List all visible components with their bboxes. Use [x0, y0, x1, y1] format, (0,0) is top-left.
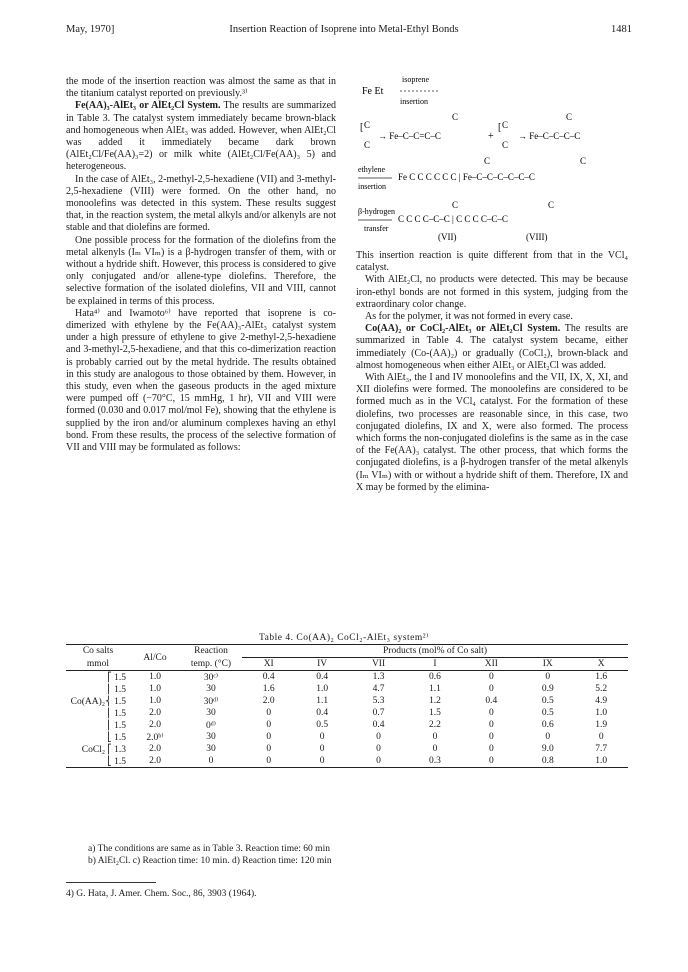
paragraph: Hata⁴⁾ and Iwamoto⁶⁾ have reported that isoprene is co-dimerized with ethylene by the Fe(AA)₃-AlEt₃ catalyst system under a high pressure of ethylene to give 2-methyl-2,5-hexadiene and 3-methyl-2,5-hexadiene, and that this co-dimerization reaction is probably carried out by the metal hydride. The results obtained in this study are analogous to those obtained by them. However, in this study, even when the gaseous products in the aged mixture were pumped off (−70°C, 15 mmHg, 1 hr), VII and VIII were formed (0.030 and 0.017 mol/mol Fe), showing that the ethylene is supplied by the iron and/or aluminum complexes having an ethyl bond. From these results, the process of the selective formation of VII and VIII may be formulated as follows: [66, 307, 336, 454]
group-label-coaa: Co(AA)₂ [70, 696, 106, 707]
col-header-products: Products (mol% of Co salt) [242, 645, 628, 658]
cell: ⎣ 1.5 [107, 731, 126, 743]
cell: 2.0 [262, 696, 275, 706]
cell: 0 [376, 744, 381, 754]
paragraph-text: The results are summarized in Table 4. The catalyst system became, either immediately (Co-(AA)₂) or gradually (CoCl₂), brown-black and almost homogeneous when either AlEt₃ or AlEt₂Cl was added. [356, 323, 628, 371]
cell: 2.0 [149, 720, 161, 730]
table-note: a) The conditions are same as in Table 3. Reaction time: 60 min [88, 844, 330, 854]
cell: 0.8 [541, 756, 554, 766]
cell: Co(AA)₂⎨ 1.5 [70, 695, 126, 707]
cell: 1.0 [149, 696, 161, 706]
cell: 2.0 [149, 756, 161, 766]
scheme-atom: C [548, 200, 555, 210]
cell: 4.7 [372, 684, 385, 694]
cell: 1.0 [149, 684, 161, 694]
cell: 0 [488, 684, 494, 694]
cell: 0 [266, 720, 272, 730]
col-header-al-co: Al/Co [143, 652, 167, 663]
cell: 0 [319, 744, 325, 754]
cell: 1.0 [316, 684, 329, 694]
table-row [66, 707, 628, 719]
cell: 30 [206, 744, 216, 754]
cell: 0 [266, 756, 272, 766]
cell: 1.1 [316, 696, 329, 706]
scheme-atom: C [452, 112, 459, 122]
cell: 0.4 [262, 672, 275, 682]
table-row [66, 671, 628, 684]
cell: 0 [545, 732, 551, 742]
scheme-plus: + [488, 131, 494, 142]
cell: 0.7 [372, 708, 385, 718]
right-column [356, 250, 628, 494]
cell: 5.2 [595, 684, 608, 694]
cell: 0 [266, 732, 272, 742]
scheme-row1-left: → Fe–C–C=C–C [378, 131, 441, 141]
paragraph: With AlEt₃, the I and IV monoolefins and the VII, IX, X, XI, and XII diolefins were formed. The monoolefins are considered to be formed much as in the VCl₄ catalyst. For the formation of these diolefins, two processes are reasonable since, in this case, two conjugated diolefins, IX and X, were also formed. The process which forms the non-conjugated diolefins is the same as in the case of the Fe(AA)₃ catalyst. The other process, that which forms the conjugated diolefins, is a β-hydrogen transfer of the metal alkenyls (Iₘ VIₘ) with or without a hydride shift of them. Therefore, IX and X may be formed by the elimina- [356, 372, 628, 493]
paragraph-text: The results are summarized in Table 3. The catalyst system immediately became brown-black and homogeneous when AlEt₃ was added. However, when AlEt₂Cl was added it immediately became dark brown (AlEt₂Cl/Fe(AA)₃=2) or milk white (AlEt₂Cl/Fe(AA)₃ 5) and heterogeneous. [66, 100, 337, 173]
scheme-atom: C [364, 140, 371, 150]
cell: 0.5 [541, 708, 554, 718]
cell: ⎢ 1.5 [107, 683, 126, 695]
section-paragraph [356, 323, 628, 372]
table-row [66, 731, 628, 743]
cell: 0 [432, 732, 438, 742]
cell: 0 [488, 744, 494, 754]
cell: 2.0ᵇ⁾ [146, 732, 164, 743]
running-header-date: May, 1970] [66, 24, 115, 35]
cell: 1.5 [429, 708, 441, 718]
table-row [66, 755, 628, 768]
scheme-atom: C [364, 120, 371, 130]
cell: 0.9 [541, 684, 554, 694]
cell: 0 [319, 756, 325, 766]
col-header-product: I [433, 659, 437, 669]
paragraph: As for the polymer, it was not formed in every case. [365, 311, 573, 323]
left-column [66, 76, 336, 454]
cell: ⎢ 1.5 [107, 719, 126, 731]
paragraph: One possible process for the formation of the diolefins from the metal alkenyls (Iₘ VIₘ) is a β-hydrogen transfer of them, with or without a hydride shift. However, this process is considered to give only conjugated and/or allene-type diolefins. Therefore, the selective formation of the isolated diolefins, VII and VIII, cannot be explained in terms of this process. [66, 234, 336, 307]
table-row [66, 743, 628, 755]
page-number: 1481 [611, 24, 632, 35]
cell: 0.4 [372, 720, 385, 730]
footnote-divider [66, 882, 156, 883]
col-header-temp: temp. (°C) [190, 658, 232, 669]
scheme-atom: C [566, 112, 573, 122]
cell: 1.1 [429, 684, 441, 694]
scheme-hydrogen-label: β-hydrogen [358, 207, 395, 216]
cell: 0 [376, 732, 381, 742]
cell: 0 [319, 732, 325, 742]
cell: 30 [206, 708, 216, 718]
cell: 0.3 [429, 756, 441, 766]
cell: 0.4 [485, 696, 498, 706]
cell: 0 [432, 744, 438, 754]
cell: 30ᵈ⁾ [203, 696, 219, 707]
cell: 1.2 [429, 696, 441, 706]
cell: 0 [488, 720, 494, 730]
scheme-arrow-top: isoprene [402, 75, 430, 84]
scheme-row3: C C C C–C–C | C C C C–C–C [398, 214, 508, 224]
table-4 [66, 644, 628, 768]
table-row [66, 719, 628, 731]
col-header-product: XI [263, 659, 274, 669]
col-header-product: VII [371, 659, 386, 669]
cell: ⎢ 1.5 [107, 707, 126, 719]
scheme-insertion-label: insertion [358, 182, 386, 191]
section-heading: Fe(AA)₃-AlEt₃ or AlEt₂Cl System. [75, 100, 221, 112]
cell: 2.0 [149, 744, 161, 754]
col-header-product: X [597, 659, 605, 669]
cell: 0 [488, 708, 494, 718]
cell: ⎡ 1.5 [107, 671, 126, 683]
cell: 2.2 [429, 720, 441, 730]
scheme-atom: C [502, 140, 509, 150]
section-heading: Co(AA)₂ or CoCl₂-AlEt₃ or AlEt₂Cl System. [365, 323, 561, 335]
cell: 4.9 [595, 696, 608, 706]
cell: 1.3 [372, 672, 385, 682]
cell: 1.6 [595, 672, 608, 682]
scheme-atom: C [502, 120, 509, 130]
cell: 0 [266, 744, 272, 754]
cell: 1.0 [595, 708, 608, 718]
group-label-cocl: CoCl₂ [81, 744, 106, 755]
paragraph: the mode of the insertion reaction was almost the same as that in the titanium catalyst reported on previously.³⁾ [66, 76, 336, 100]
scheme-atom: C [452, 200, 459, 210]
col-header-product: XII [484, 659, 498, 669]
cell: 0 [598, 732, 604, 742]
scheme-transfer-label: transfer [364, 224, 389, 233]
paragraph: This insertion reaction is quite different from that in the VCl₄ catalyst. [356, 250, 628, 274]
cell: 2.0 [149, 708, 161, 718]
running-header-title: Insertion Reaction of Isoprene into Metal-Ethyl Bonds [229, 24, 459, 35]
scheme-arrow-bottom: insertion [400, 97, 428, 106]
cell: 30 [206, 684, 216, 694]
cell: 30 [206, 732, 216, 742]
col-header-product: IV [317, 659, 328, 669]
cell: 0 [488, 756, 494, 766]
cell: 0 [488, 672, 494, 682]
cell: 0.6 [541, 720, 554, 730]
cell: CoCl₂ ⎡ 1.3 [81, 743, 126, 755]
table-title: Table 4. Co(AA)₂ CoCl₂-AlEt₃ system²⁾ [259, 633, 429, 643]
col-header-reaction: Reaction [194, 646, 228, 657]
cell: 1.9 [595, 720, 608, 730]
cell: 0.4 [316, 708, 329, 718]
table-notes [88, 843, 332, 867]
col-header-product: IX [542, 659, 553, 669]
scheme-atom: C [484, 156, 491, 166]
section-paragraph [66, 100, 336, 173]
cell: 5.3 [372, 696, 385, 706]
cell: 30ᶜ⁾ [203, 672, 219, 683]
scheme-start: Fe Et [362, 86, 384, 97]
cell: 0.5 [316, 720, 329, 730]
cell: 0.4 [316, 672, 329, 682]
table-row [66, 683, 628, 695]
table-note: b) AlEt₂Cl. c) Reaction time: 10 min. d) Reaction time: 120 min [88, 856, 332, 866]
cell: 0 [266, 708, 272, 718]
cell: 1.6 [262, 684, 275, 694]
cell: 1.0 [149, 672, 161, 682]
scheme-atom: C [580, 156, 587, 166]
svg-text:[: [ [498, 122, 502, 133]
scheme-row2: Fe C C C C C C | Fe–C–C–C–C–C–C [398, 172, 535, 182]
col-header-co-salts: Co salts [82, 646, 114, 657]
cell: 0.6 [429, 672, 441, 682]
col-header-mmol: mmol [86, 658, 110, 669]
cell: 0 [208, 756, 214, 766]
cell: 1.0 [595, 756, 608, 766]
cell: 9.0 [541, 744, 554, 754]
scheme-ethylene-label: ethylene [358, 165, 386, 174]
compound-label-viii: (VIII) [526, 232, 548, 242]
reaction-scheme [356, 68, 628, 246]
svg-text:[: [ [360, 122, 364, 133]
cell: 0 [488, 732, 494, 742]
paragraph: With AlEt₂Cl, no products were detected. This may be because iron-ethyl bonds are not formed in this system, judging from the extraordinary color change. [356, 274, 628, 310]
paragraph: In the case of AlEt₃, 2-methyl-2,5-hexadiene (VII) and 3-methyl-2,5-hexadiene (VIII) were formed. On the other hand, no monoolefins was detected in this system. These results suggest that, in the reaction system, the metal alkyls and/or alkenyls are not stable and that diolefins are formed. [66, 173, 336, 234]
cell: 0 [545, 672, 551, 682]
scheme-row1-right: → Fe–C–C–C–C [518, 131, 581, 141]
cell: 0ᵈ⁾ [205, 720, 217, 731]
cell: 0 [376, 756, 381, 766]
cell: ⎣ 1.5 [107, 755, 126, 767]
cell: 0.5 [541, 696, 554, 706]
compound-label-vii: (VII) [438, 232, 457, 242]
cell: 7.7 [595, 744, 608, 754]
footnote: 4) G. Hata, J. Amer. Chem. Soc., 86, 3903 (1964). [66, 889, 257, 899]
table-row [66, 695, 628, 707]
